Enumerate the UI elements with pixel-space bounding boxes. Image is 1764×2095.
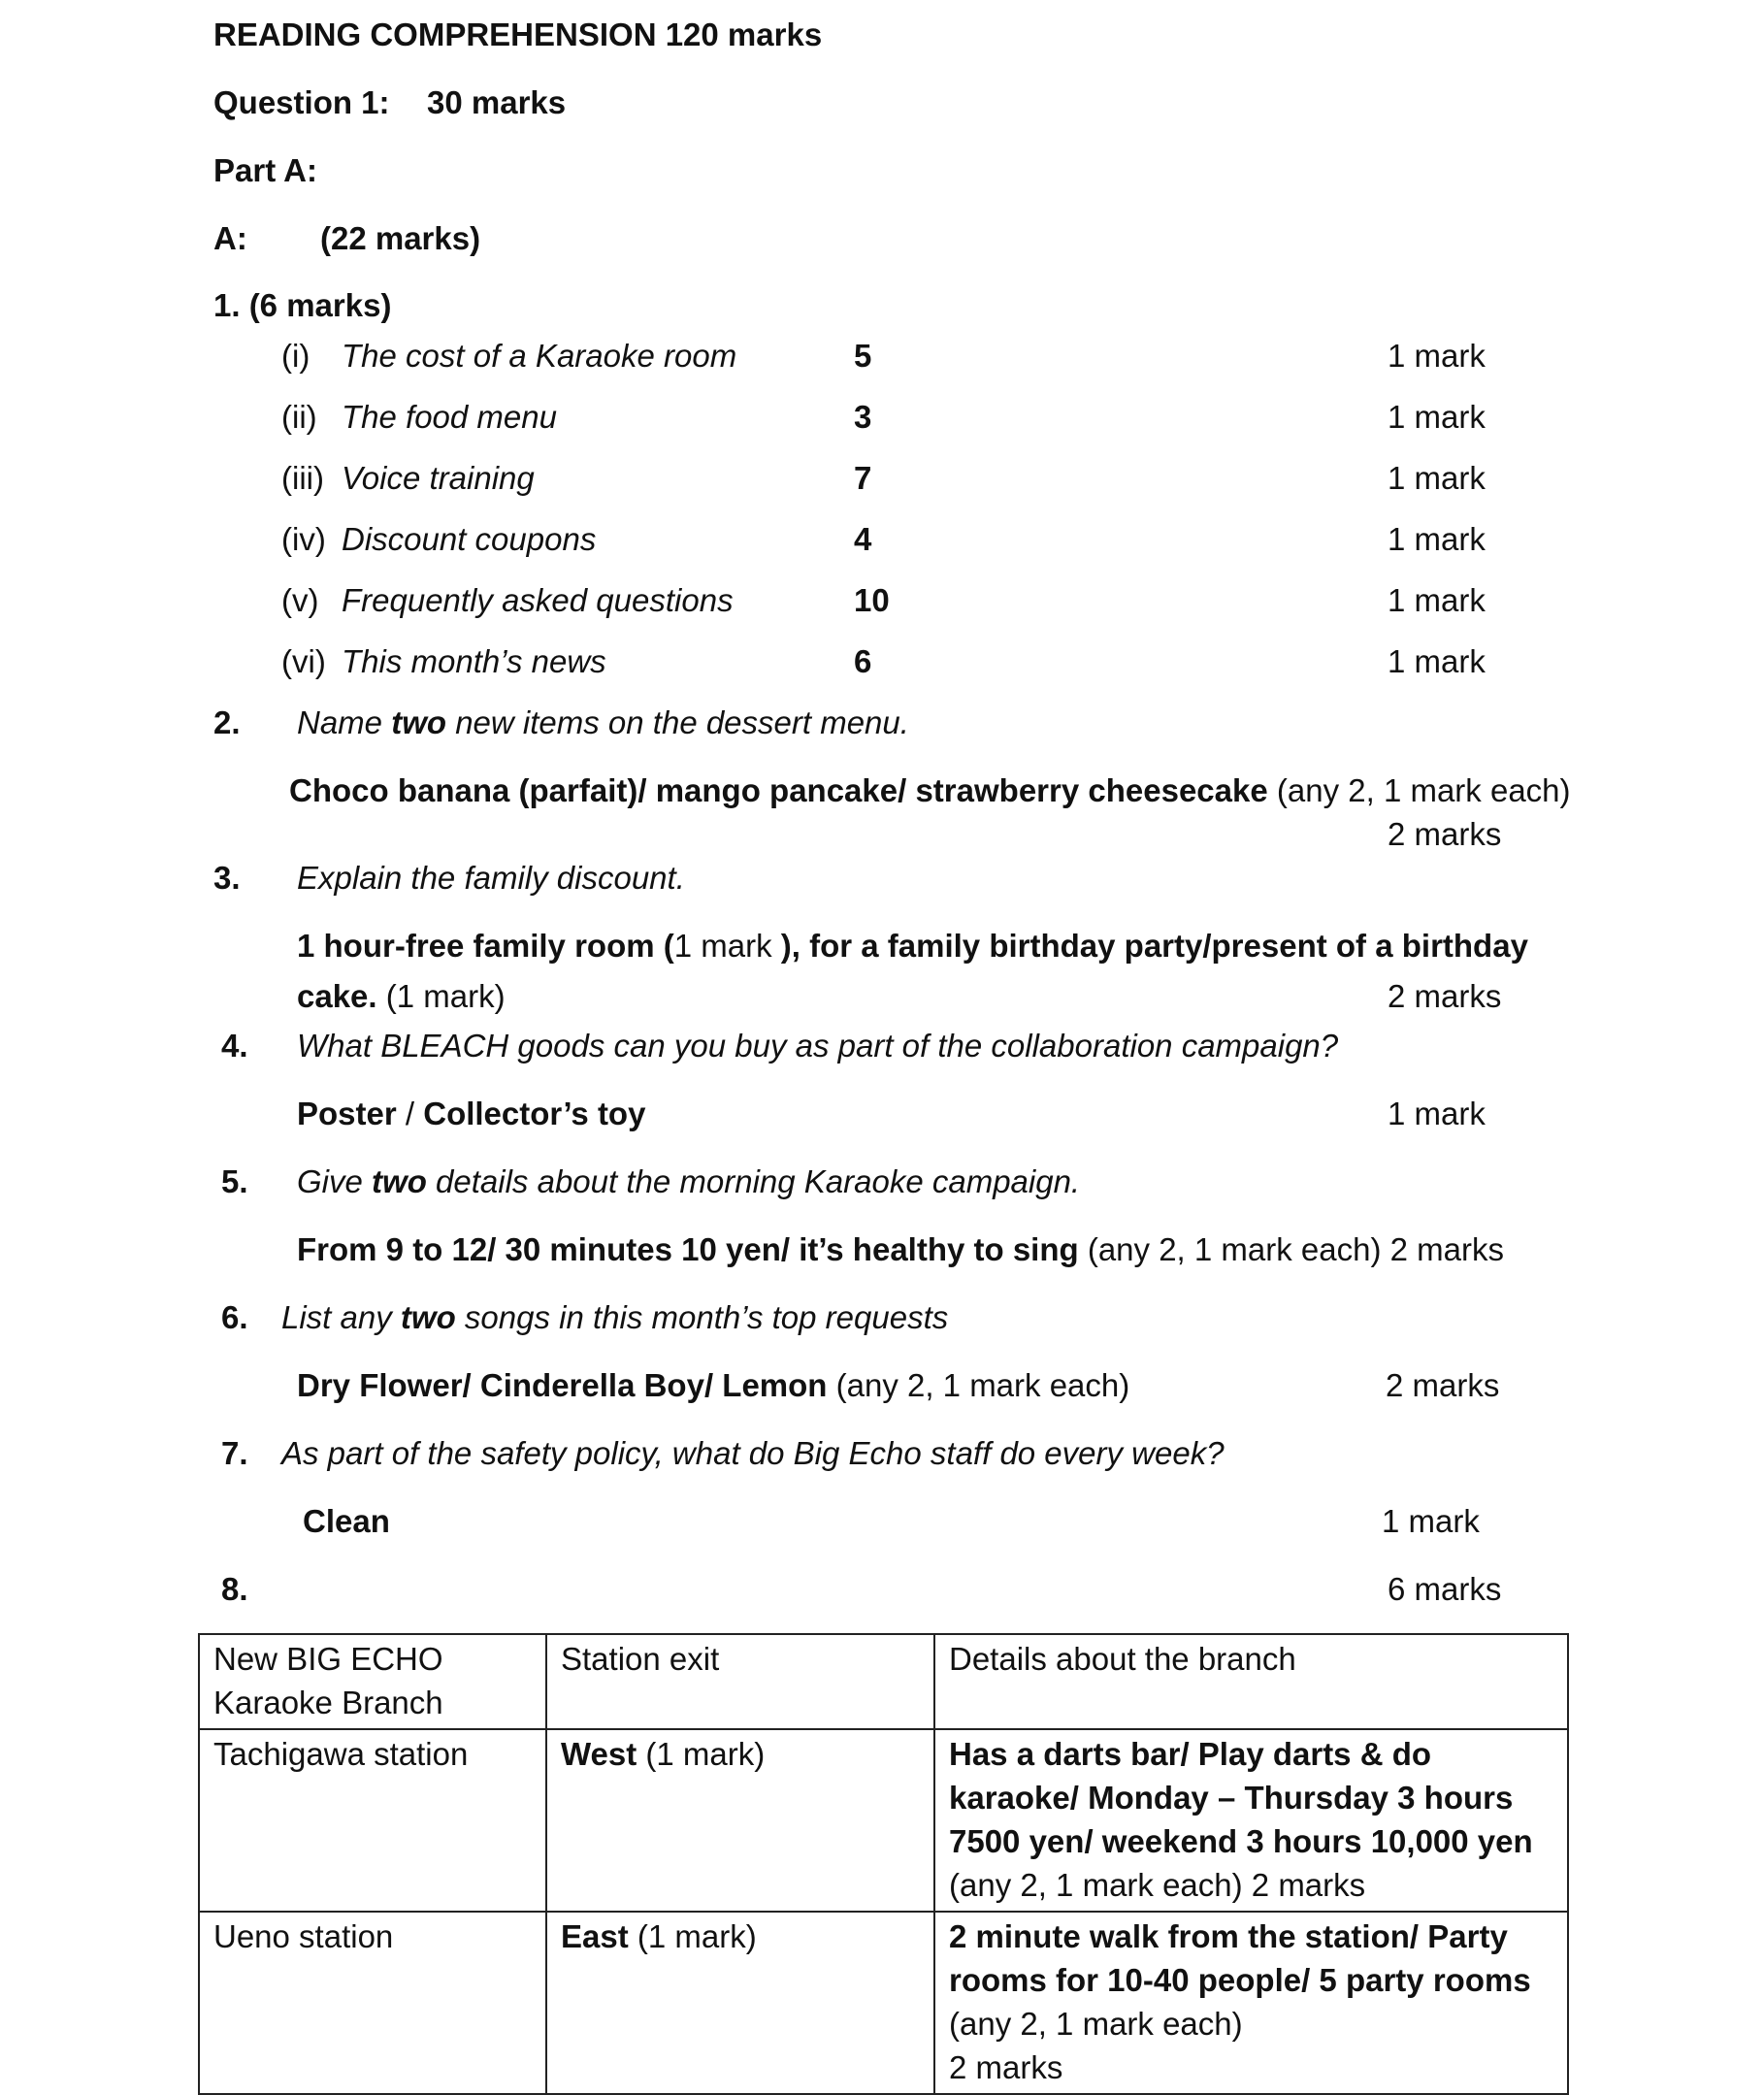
part-label: Part A: [213,152,317,188]
q3-answer-line2 [297,977,506,1016]
q1-text: The food menu [342,399,557,435]
q3-answer-text: 1 hour-free family room ( [297,928,674,964]
q3-question: Explain the family discount. [297,860,685,896]
q1-roman: (i) [281,338,310,374]
details-note: (any 2, 1 mark each) 2 marks [949,1867,1366,1903]
q5-question-emphasis: two [372,1163,427,1199]
q1-mark: 1 mark [1388,338,1486,374]
q1-text: This month’s news [342,643,606,679]
q2-question-pre: Name [297,704,392,740]
exit-answer: East [561,1918,629,1954]
table-header-cell: Station exit [546,1634,934,1729]
q3-answer-text-end: cake. [297,978,377,1014]
q1-mark: 1 mark [1388,643,1486,679]
q6-question [281,1298,948,1337]
exit-note: (1 mark) [628,1918,757,1954]
q6-question-post: songs in this month’s top requests [455,1299,949,1335]
q1-answer: 3 [854,399,872,435]
q1-roman: (iv) [281,521,326,557]
q2-answer-note: (any 2, 1 mark each) [1267,772,1571,808]
q1-roman: (v) [281,582,319,618]
table-header-row [199,1634,1568,1729]
q1-roman: (ii) [281,399,317,435]
q3-number: 3. [213,860,241,896]
q4-answer [297,1095,645,1133]
q1-answer: 10 [854,582,890,618]
question-label: Question 1: [213,84,390,120]
q2-question-post: new items on the dessert menu. [446,704,909,740]
table-header-cell [199,1634,546,1729]
q5-question-post: details about the morning Karaoke campaign. [426,1163,1081,1199]
q1-label: 1. (6 marks) [213,287,392,323]
table-row [199,1912,1568,2094]
header-text: New BIG ECHO [213,1641,443,1677]
q7-question: As part of the safety policy, what do Big Echo staff do every week? [281,1435,1225,1471]
exit-answer: West [561,1736,637,1772]
q2-answer [289,771,1571,810]
q4-number: 4. [221,1028,248,1064]
q3-answer-note-end: (1 mark) [376,978,506,1014]
q2-question [297,704,909,742]
q1-mark: 1 mark [1388,399,1486,435]
q5-question [297,1162,1080,1201]
details-line: 2 minute walk from the station/ Party [949,1918,1508,1954]
q1-mark: 1 mark [1388,582,1486,618]
q1-mark: 1 mark [1388,521,1486,557]
q2-question-emphasis: two [391,704,447,740]
q4-question: What BLEACH goods can you buy as part of the collaboration campaign? [297,1028,1339,1064]
sub-label: A: [213,220,247,256]
q2-number: 2. [213,704,241,740]
header-text: Karaoke Branch [213,1685,443,1720]
q3-answer-note: 1 mark [673,928,781,964]
q5-question-pre: Give [297,1163,373,1199]
q4-answer-item: Poster [297,1096,397,1131]
q1-text: The cost of a Karaoke room [342,338,737,374]
q4-answer-item: Collector’s toy [423,1096,646,1131]
exit-cell [546,1729,934,1912]
section-title: READING COMPREHENSION 120 marks [213,16,823,52]
q6-question-pre: List any [281,1299,401,1335]
q1-text: Discount coupons [342,521,597,557]
details-cell [934,1912,1568,2094]
q1-answer: 6 [854,643,872,679]
q7-number: 7. [221,1435,248,1471]
q6-question-emphasis: two [400,1299,456,1335]
question-marks: 30 marks [427,84,567,120]
branch-cell: Ueno station [199,1912,546,2094]
q7-marks: 1 mark [1382,1503,1480,1539]
details-cell [934,1729,1568,1912]
table-header-cell: Details about the branch [934,1634,1568,1729]
details-line: Has a darts bar/ Play darts & do [949,1736,1432,1772]
details-marks: 2 marks [949,2049,1063,2085]
q8-number: 8. [221,1571,248,1607]
exit-note: (1 mark) [637,1736,766,1772]
branch-table [198,1633,1569,2095]
q3-answer-line1 [297,927,1528,966]
details-line: 7500 yen/ weekend 3 hours 10,000 yen [949,1823,1533,1859]
q1-answer: 4 [854,521,872,557]
q1-text: Voice training [342,460,535,496]
table-row [199,1729,1568,1912]
details-note: (any 2, 1 mark each) [949,2006,1243,2042]
q6-answer-text: Dry Flower/ Cinderella Boy/ Lemon [297,1367,828,1403]
q1-roman: (iii) [281,460,324,496]
details-line: karaoke/ Monday – Thursday 3 hours [949,1780,1514,1816]
q1-mark: 1 mark [1388,460,1486,496]
q4-answer-separator: / [396,1096,424,1131]
q5-number: 5. [221,1163,248,1199]
branch-cell: Tachigawa station [199,1729,546,1912]
q8-marks: 6 marks [1388,1571,1502,1607]
q6-number: 6. [221,1299,248,1335]
q6-answer-note: (any 2, 1 mark each) [827,1367,1130,1403]
q6-answer [297,1366,1129,1405]
q6-marks: 2 marks [1386,1367,1500,1403]
details-line: rooms for 10-40 people/ 5 party rooms [949,1962,1531,1998]
sub-marks: (22 marks) [320,220,481,256]
q7-answer: Clean [303,1503,390,1539]
q1-answer: 5 [854,338,872,374]
q5-answer-text: From 9 to 12/ 30 minutes 10 yen/ it’s healthy to sing [297,1231,1079,1267]
q3-answer-text-cont: ), for a family birthday party/present of a birthday [780,928,1528,964]
q5-answer-note: (any 2, 1 mark each) 2 marks [1078,1231,1504,1267]
q1-text: Frequently asked questions [342,582,734,618]
q5-answer [297,1230,1504,1269]
q3-marks: 2 marks [1388,978,1502,1014]
q1-roman: (vi) [281,643,326,679]
q2-answer-text: Choco banana (parfait)/ mango pancake/ strawberry cheesecake [289,772,1268,808]
q4-marks: 1 mark [1388,1096,1486,1131]
exit-cell [546,1912,934,2094]
q1-answer: 7 [854,460,872,496]
q2-marks: 2 marks [1388,816,1502,852]
